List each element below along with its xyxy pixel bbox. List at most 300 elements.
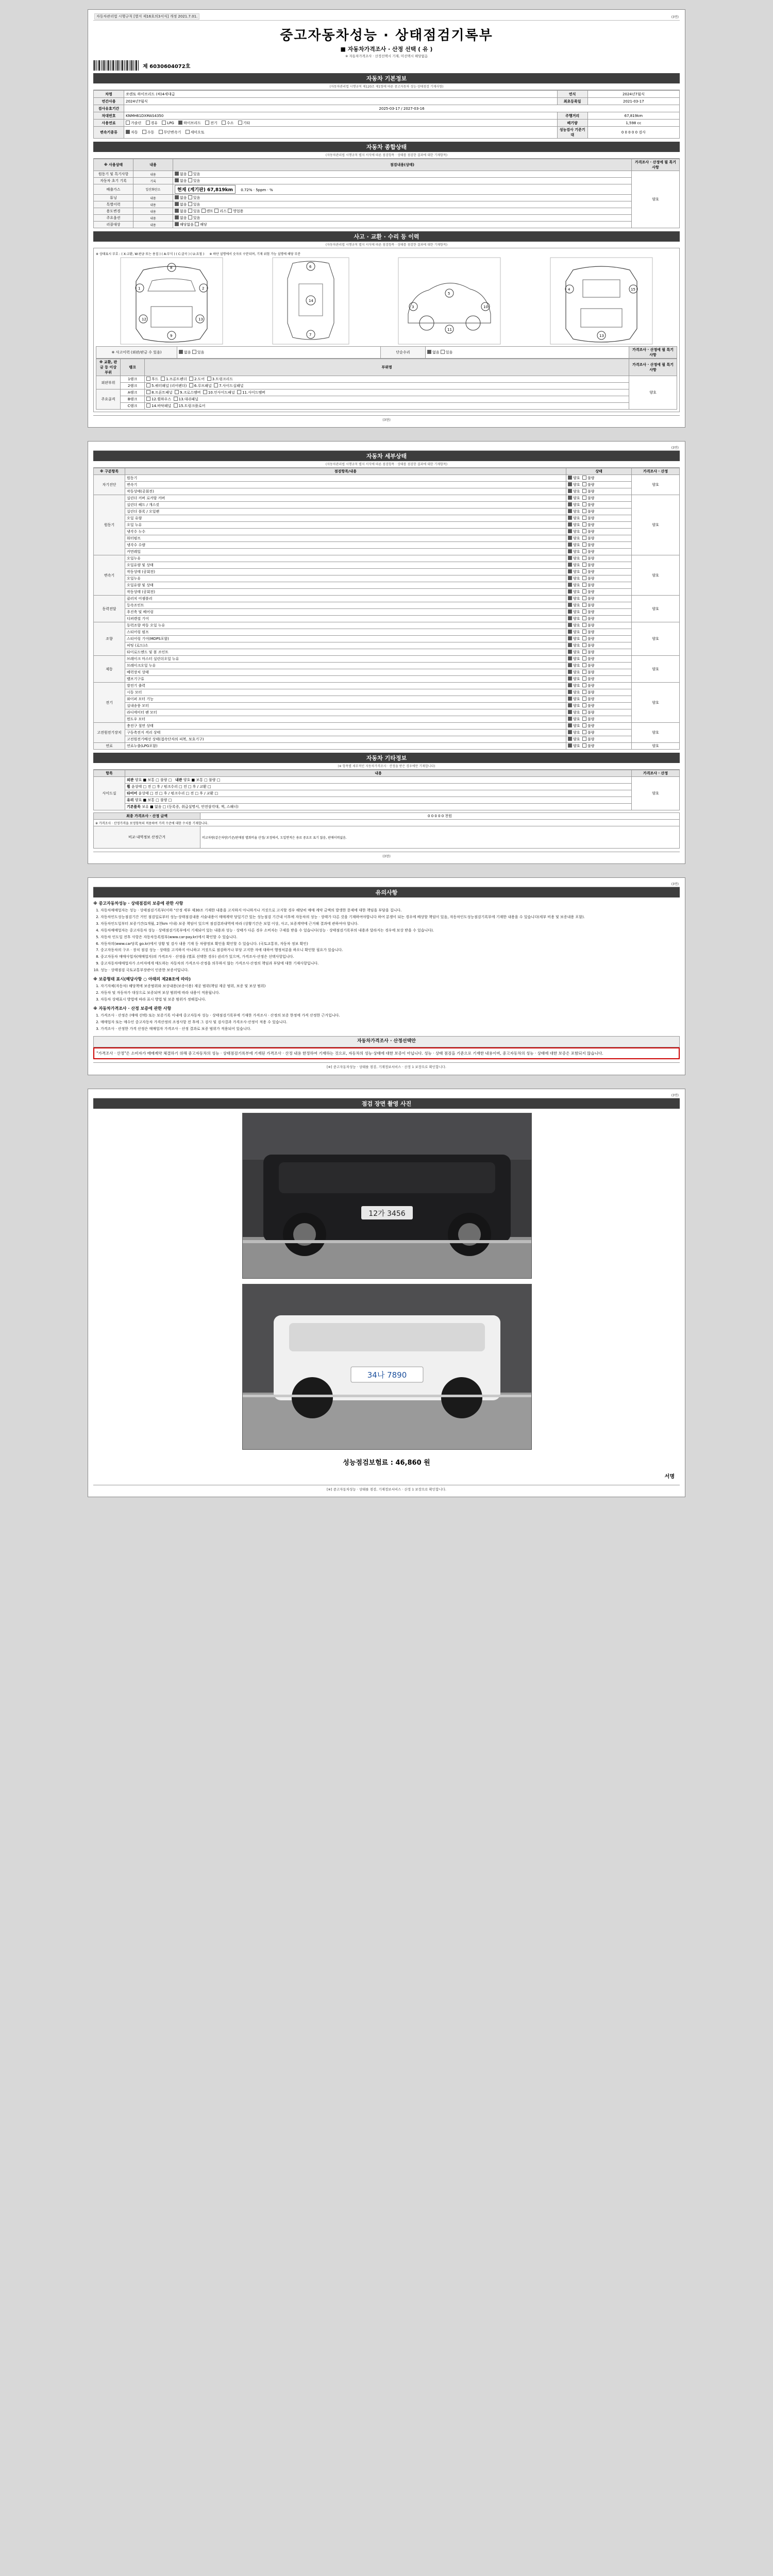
value-car-name: 쏘렌토 하이브리드 (싸)4세대급 [124,91,558,98]
detail-group-6: 전기 [94,683,125,723]
car-view-side-left [398,257,501,345]
fuel-option-etc[interactable]: 기타 [238,121,250,125]
photo-underbody-rear [242,1284,532,1450]
detail-row [94,582,680,589]
detail-item-label: 와이퍼 모터 기능 [125,696,566,703]
value-grade: 0 0 0 0 0 검사 [587,127,679,139]
overall-row-1-name: 자동차 초기 기록 [94,178,133,184]
others-head-2: 가격조사 · 산정 [632,770,680,777]
others-row-3-label: 유리 [127,798,134,802]
detail-item-state[interactable]: 양호 불량 [566,569,632,575]
svg-text:4: 4 [567,287,570,292]
detail-row [94,596,680,602]
detail-item-label: 타이로드엔드 및 볼 조인트 [125,649,566,656]
section-overall-note: (자동차관리법 시행규칙 별지 서식에 따른 점검항목 · 상태를 점검한 결과에 대한 기재항목) [93,152,680,159]
parts-head-0: ※ 교환, 판금 등 이상 부위 [96,359,121,376]
section-detail-note: (자동차관리법 시행규칙 별지 서식에 따른 점검항목 · 상태를 점검한 결과에 대한 기재항목) [93,461,680,468]
detail-item-label: 시동 모터 [125,689,566,696]
overall-row-2-sub: 일산화탄소 [133,184,173,195]
others-row-1-label: 휠 [127,785,130,789]
detail-item-label: 등속조인트 [125,602,566,609]
price-note: ※ 가격조사 · 산정가격을 보정항목의 적용하여 가격 수준에 대한 수치를 기재합니다. [94,820,680,826]
label-vin: 차대번호 [94,112,124,120]
car-view-rear [550,257,653,345]
accident-legend [96,251,677,256]
emission-values: 0.72% · 5ppm · % [241,188,273,192]
photo-item-1 [242,1113,531,1279]
label-car-name: 차명 [94,91,124,98]
detail-item-state[interactable]: 양호 불량 [566,622,632,629]
others-row-2-label: 타이어 [127,791,138,795]
detail-row [94,475,680,482]
detail-row [94,649,680,656]
detail-item-label: 오일유량 및 상태 [125,582,566,589]
detail-item-state[interactable]: 양호 불량 [566,616,632,622]
notice-item: 4. 자동차매매업자는 중고자동차 성능 · 상태점검기록부에서 기재되어 있는 내용과 성능 · 상태가 다른 경우 소비자는 구제를 받을 수 있습니다(성능 · 상태점검기록부의 내용과 달라지는 경우에 보상 받을 수 있습니다). [100,928,680,934]
parts-head-2: 부위명 [145,359,629,376]
detail-row [94,716,680,723]
fuel-option-lpg[interactable]: LPG [162,121,174,125]
label-fuel: 사용연료 [94,120,124,127]
detail-row [94,656,680,663]
fuel-options[interactable] [124,120,558,127]
overall-head-1: 내용 [133,159,173,171]
sheet-2-page: (3면) [671,446,679,450]
detail-group-remark: 양호 [632,622,680,656]
parts-items-1[interactable]: 5.쿼터패널 (리어펜더) 6.루프패널 7.사이드실패널 [145,383,629,389]
overall-row-6-sub: 내용 [133,215,173,222]
svg-text:11: 11 [447,328,452,332]
detail-row [94,709,680,716]
detail-item-label: 브레이크오일 누유 [125,663,566,669]
overall-row-2-state[interactable] [173,184,632,195]
detail-row [94,549,680,555]
accident-remark-value: 양호 [629,376,677,410]
overall-row-1-sub: 기록 [133,178,173,184]
overall-row-0-state[interactable]: 없음 있음 [173,171,632,178]
notice-body [93,901,680,1070]
barcode-area [93,60,680,71]
detail-row [94,589,680,596]
detail-item-label: 디퍼렌셜 기어 [125,616,566,622]
detail-head-0: ※ 구분항목 [94,468,125,475]
overall-head-0: ※ 사용상태 [94,159,133,171]
detail-item-state[interactable]: 양호 불량 [566,562,632,569]
detail-item-label: 오일누유 [125,575,566,582]
detail-item-state[interactable]: 양호 불량 [566,609,632,616]
price-basis-label: 비교·내역정보 산정근거 [94,826,200,849]
parts-rank-3: B랭크 [121,396,145,403]
simple-repair-state[interactable]: 없음 있음 [426,347,629,359]
detail-row [94,609,680,616]
basic-info-table [93,90,680,139]
detail-group-remark: 양호 [632,596,680,622]
overall-row-3-name: 튜닝 [94,195,133,201]
detail-item-state[interactable]: 양호 불량 [566,482,632,488]
form-legal-ref: 자동차관리법 시행규칙 [별지 제16호의3서식] 개정 2021.7.01. [94,13,199,20]
detail-item-state[interactable]: 양호 불량 [566,629,632,636]
sheet-1-footer: (3면) [93,415,680,422]
accident-diagram [93,248,680,412]
simple-repair-label: 단순수리 [381,347,426,359]
detail-item-state[interactable]: 양호 불량 [566,495,632,502]
overall-row-5-sub: 내용 [133,208,173,215]
detail-row [94,522,680,529]
notice-item: 3. 가격조사 · 산정한 가격 산정은 매매업자 가격조사 · 산정 결과로 보증 범위가 적용되어 있습니다. [100,1026,680,1032]
detail-item-label: 스티어링 펌프 [125,629,566,636]
detail-item-label: 오일유량 및 상태 [125,562,566,569]
detail-item-state[interactable]: 양호 불량 [566,723,632,730]
detail-item-state[interactable]: 양호 불량 [566,716,632,723]
value-year: 2024년7월식 [587,91,679,98]
sheet-4-page: (3면) [671,1093,679,1097]
notice-item: 10. 성능 · 상태점검 국토교통부장관이 인증한 보증서입니다. [100,968,680,973]
notice-head-1: ※ 중고자동차성능 · 상태점검의 보증에 관한 사항 [93,901,183,906]
parts-head-3: 가격조사 · 산정에 필 특기사항 [629,359,677,376]
others-row-0-label2: 내관 [175,778,182,782]
detail-item-label: 실린더 커버 로커암 커버 [125,495,566,502]
value-displacement: 1,598 cc [587,120,679,127]
parts-head-1: 랭크 [121,359,145,376]
trans-option-cvt[interactable]: 무단변속기 [159,130,181,134]
section-detail-title: 자동차 세부상태 [93,451,680,461]
detail-item-label: 충전구 절연 상태 [125,723,566,730]
detail-item-state[interactable]: 양호 불량 [566,669,632,676]
detail-item-label: 밸브기구류 [125,676,566,683]
overall-row-1-state[interactable]: 없음 있음 [173,178,632,184]
svg-text:13: 13 [599,334,604,338]
label-inspection: 검사유효기간 [94,105,124,112]
others-row-4[interactable] [125,804,632,810]
detail-item-state[interactable]: 양호 불량 [566,636,632,642]
detail-item-label: 브레이크 마스터 실린더오일 누유 [125,656,566,663]
svg-text:12가 3456: 12가 3456 [368,1209,406,1218]
detail-item-state[interactable]: 양호 불량 [566,535,632,542]
notice-head-3: ※ 자동차가격조사 · 산정 보증에 관한 사항 [93,1006,172,1011]
parts-rank-1: 2랭크 [121,383,145,389]
section-others-title: 자동차 기타정보 [93,753,680,763]
others-head-0: 항목 [94,770,125,777]
section-accident-note: (자동차관리법 시행규칙 별지 서식에 따른 점검항목 · 상태를 점검한 결과에 대한 기재항목) [93,242,680,248]
detail-item-state[interactable]: 양호 불량 [566,736,632,743]
detail-item-label: 냉각수 수량 [125,542,566,549]
detail-item-label: 실내송풍 모터 [125,703,566,709]
detail-row [94,555,680,562]
detail-item-label: 스티어링 기어(MDPS포함) [125,636,566,642]
section-overall-title: 자동차 종합상태 [93,142,680,152]
sheet-3-page: (3면) [671,883,679,886]
redbox-text: "가격조사 · 산정"은 소비자가 매매계약 체결하기 위해 중고자동차의 성능 · 상태점검기록부에 기재된 가격조사 · 산정 내용 한정하여 기재하는 것으로, 자동차의 성능·상태에 대한 보증이 아닙니다. 성능 · 상태 점검을 기준으로 기재한 내용이며, 중고자동차의 성능 · 상태에 대한 보증은 포함되지 않습니다. [93,1047,680,1059]
overall-row-4-state[interactable]: 없음 있음 [173,201,632,208]
signature-row[interactable] [93,1470,680,1482]
detail-item-label: 오일누유 [125,555,566,562]
svg-text:9: 9 [170,334,173,338]
detail-group-8: 연료 [94,743,125,750]
photo-underbody-front [242,1113,532,1279]
detail-item-state[interactable]: 양호 불량 [566,596,632,602]
price-basis-value: 비교차량(같은차량)기준/판매점 별회비율 산정/ 보정에서, 도입면적은 용료 중요로 표기 않음, 판매이력없음. [200,826,680,849]
notice-item: 1. 자동차매매업자는 성능 · 상태점검기록부(이하 "산정 세부 제30조 기재한 내용을 고지하지 아니하거나 거짓으로 고지할 경우 해당히 매매 계약 금액의 발생한 문제에 대한 책임을 부담을 집니다. [100,908,680,913]
detail-item-label: 작동상태 (공회전) [125,589,566,596]
svg-text:34나 7890: 34나 7890 [367,1370,407,1380]
value-inspection: 2025-03-17 / 2027-03-16 [124,105,680,112]
detail-item-label: 워터펌프 [125,535,566,542]
detail-row [94,696,680,703]
accident-history-label: ※ 사고이력 (외판/판금 수 있음) [96,347,177,359]
parts-items-2[interactable]: 8.프론트패널 9.크로스멤버 10.인사이드패널 11.사이드멤버 [145,389,629,396]
detail-item-state[interactable]: 양호 불량 [566,676,632,683]
detail-row [94,529,680,535]
detail-row [94,723,680,730]
detail-item-state[interactable]: 양호 불량 [566,582,632,589]
parts-items-0[interactable]: 후드 1.프론트펜더 2.도어 3.트렁크리드 [145,376,629,383]
others-head-1: 내용 [125,770,632,777]
detail-head-2: 상태 [566,468,632,475]
detail-item-label: 구동축전지 격리 상태 [125,730,566,736]
others-row-2[interactable] [125,790,632,797]
detail-item-state[interactable]: 양호 불량 [566,555,632,562]
detail-group-0: 자기진단 [94,475,125,495]
overall-row-6-state[interactable]: 없음 있음 [173,215,632,222]
value-reg-date: 2021-03-17 [587,98,679,105]
value-vin: KNMH61DXMAS4350 [124,112,558,120]
overall-row-5-state[interactable]: 없음 있음 렌트 리스 영업용 [173,208,632,215]
detail-item-state[interactable]: 양호 불량 [566,529,632,535]
detail-row [94,575,680,582]
others-row-4-label: 기본품목 [127,805,141,809]
notice-item: 1. 자기자체(자동차) 해당책에 보증범위와 보상내용(보증이용) 제공 범위(책임 제공 범위, 보증 및 보상 범위) [100,984,680,989]
sheet-4-footer: [※] 중고자동차성능 · 상태를 점검, 기재정보서비스 · 산정 1 보장으로 확인합니다. [93,1485,680,1492]
detail-item-label: 커먼레일 [125,549,566,555]
detail-item-state[interactable]: 양호 불량 [566,683,632,689]
detail-row [94,703,680,709]
label-reg-date: 최초등록일 [557,98,587,105]
detail-item-state[interactable]: 양호 불량 [566,656,632,663]
fuel-option-electric[interactable]: 전기 [205,121,217,125]
notice-item: 3. 자동차인도일부터 보증기간(1개월, 2천km 이내) 보증 책임이 있으며 점검결과내역에 따라 (상황기간은 보험 이상, 사고, 보증계약에 근거해 결과에 관하여야 합니다. [100,921,680,927]
others-row-0-value2: 양호 ■ 보통 □ 불량 □ [183,778,221,782]
svg-text:7: 7 [309,333,312,337]
svg-text:13: 13 [198,317,204,321]
notice-footer: [※] 중고자동차성능 · 상태를 점검, 기재정보서비스 · 산정 1 보장으로 확인합니다. [93,1062,680,1070]
fuel-option-diesel[interactable]: 경유 [146,121,158,125]
redbox-title: 자동차가격조사 · 산정선택안 [93,1036,680,1047]
page-title: 중고자동차성능 · 상태점검기록부 [280,28,493,43]
detail-item-state[interactable]: 양호 불량 [566,696,632,703]
detail-group-remark: 양호 [632,723,680,743]
notice-item: 6. 자동차의(www.car당록 go.kr)에서 상황 및 검사 내용 기재 등 차량정보 확인을 확인할 수 있습니다. (국토교통부, 자동차 정보 확인) [100,941,680,947]
sheet-4-topbar [93,1092,680,1098]
overall-row-0-name: 원동기 및 특기사항 [94,171,133,178]
detail-row [94,616,680,622]
overall-row-3-state[interactable]: 없음 있음 [173,195,632,201]
detail-group-remark: 양호 [632,475,680,495]
fuel-option-hydrogen[interactable]: 수소 [222,121,234,125]
detail-item-state[interactable]: 양호 불량 [566,509,632,515]
detail-item-label: 베력장치 상태 [125,669,566,676]
detail-row [94,629,680,636]
others-row-4-value: 보유 ■ 없음 □ (등록증, 취급설명서, 안전삼각대, 잭, 스패너) [142,805,239,809]
detail-item-state[interactable]: 양호 불량 [566,743,632,750]
sheet-1-topbar [93,13,680,21]
detail-row [94,663,680,669]
detail-row [94,743,680,750]
detail-row [94,636,680,642]
parts-rank-4: C랭크 [121,403,145,410]
detail-row [94,482,680,488]
label-year: 연식 [557,91,587,98]
detail-item-state[interactable]: 양호 불량 [566,703,632,709]
overall-head-2: 점검내용(상태) [173,159,632,171]
page-subnote: ※ 자동차가격조사 · 산정선택시 기재, 미선택시 해당없음 [345,54,428,58]
notice-item: 1. 가격조사 · 산정은 (매매 선택) 또는 보증기록 이내에 중고자동차 성능 · 상태점검기록부에 기재한 가격조사 · 산정의 보증 한정에 가격 산정한 근거입니다. [100,1013,680,1019]
detail-group-remark: 양호 [632,683,680,723]
others-row-0[interactable] [125,777,632,784]
transmission-options[interactable] [124,127,558,139]
detail-item-state[interactable]: 양호 불량 [566,649,632,656]
parts-items-3[interactable]: 12.휠하우스 13.대쉬패널 [145,396,629,403]
legend-line-0: ※ 상태표시 부호 : ( X:교환, W:판금 또는 용접 ) ( A:부식 ) ( C:굴곡 ) ( U:요철 ) [96,252,205,256]
accident-history-table [96,346,677,359]
overall-row-7-sub: 내용 [133,222,173,228]
notice-list-1 [100,908,680,973]
accident-history-state[interactable]: 없음 있음 [177,347,381,359]
fuel-option-hybrid[interactable]: 하이브리드 [178,121,201,125]
notice-item: 9. 중고자동차매매업자가 소비자에게 매도하는 자동차의 가격조사·산정을 의무하지 않는 가격조사·산정의 책임과 부담에 대한 기재사항입니다. [100,961,680,967]
detail-row [94,689,680,696]
sheet-2-footer: (3면) [93,852,680,858]
svg-text:1: 1 [138,286,141,291]
trans-option-semi[interactable]: 세미오토 [186,130,205,134]
others-side-label: 사이드실 [94,777,125,810]
detail-head-3: 가격조사 · 산정 [632,468,680,475]
notice-item: 2. 자동차 및 자동차가 대상으로 보증되며 보상 범위에 따라 내용이 적용됩니다. [100,990,680,996]
section-photos-title: 점검 장면 촬영 사진 [93,1098,680,1109]
detail-item-state[interactable]: 양호 불량 [566,709,632,716]
notice-list-2 [100,984,680,1003]
photo-list [93,1109,680,1454]
detail-row [94,502,680,509]
others-row-3[interactable] [125,797,632,804]
section-notice-title: 유의사항 [93,887,680,897]
section-others-note: (※ 항목별 세부적인 자동차가격조사 · 산정을 받은 경우에만 기재합니다) [93,763,680,770]
overall-head-3: 가격조사 · 산정에 필 특기사항 [632,159,680,171]
detail-item-label: 추진축 및 베어링 [125,609,566,616]
sheet-2-topbar [93,445,680,451]
notice-item: 5. 자동차 인도일 전후 사항은 자동차등록원부(www.car-pay.kr)에서 확인할 수 있습니다. [100,935,680,940]
overall-table [93,159,680,228]
price-value: 0 0 0 0 0 천원 [200,813,680,820]
detail-row [94,515,680,522]
detail-item-state[interactable]: 양호 불량 [566,475,632,482]
section-accident-title: 사고 · 교환 · 수리 등 이력 [93,231,680,242]
detail-item-state[interactable]: 양호 불량 [566,515,632,522]
fuel-option-gasoline[interactable]: 가솔린 [126,121,141,125]
detail-item-state[interactable]: 양호 불량 [566,522,632,529]
detail-item-label: 오일 유량 [125,515,566,522]
detail-item-label: 발전기 출력 [125,683,566,689]
parts-items-4[interactable]: 14.바닥패널 15.트렁크플로어 [145,403,629,410]
detail-row [94,602,680,609]
overall-remark: 양호 [632,171,680,228]
detail-item-state[interactable]: 양호 불량 [566,689,632,696]
svg-text:12: 12 [142,317,147,321]
detail-item-state[interactable]: 양호 불량 [566,542,632,549]
detail-item-state[interactable]: 양호 불량 [566,589,632,596]
overall-row-3-sub: 내용 [133,195,173,201]
detail-item-state[interactable]: 양호 불량 [566,488,632,495]
notice-item: 2. 자동차인도성능점검기간 거인 점검일로부터 성능·상태점검내용 서술내용이 매매계약 당일기간 있는 성능점검 기간내 이후에 자동차의 성능 · 상태가 다른 것을 기재하여야합니다 하여 분쟁이 되는 경우에 배상할 책임이 있음, 자동차인도성능점검기록부에 기재한 내용을 수 있습니다(세부 비용 및 보증내용 포함). [100,914,680,920]
detail-item-label: 변속기 [125,482,566,488]
sheet-3-topbar [93,881,680,887]
detail-row [94,495,680,502]
detail-item-label: 오일 누유 [125,522,566,529]
insurance-price: 성능점검보험료 : 46,860 원 [343,1459,430,1467]
detail-head-1: 점검항목/내용 [125,468,566,475]
detail-item-state[interactable]: 양호 불량 [566,575,632,582]
detail-item-state[interactable]: 양호 불량 [566,602,632,609]
trans-option-auto[interactable]: 자동 [126,130,138,134]
overall-row-7-name: 리콜대상 [94,222,133,228]
barcode-icon [93,60,140,71]
overall-row-7-state[interactable]: 해당없음 해당 [173,222,632,228]
others-row-0-label: 외관 [127,778,134,782]
detail-item-state[interactable]: 양호 불량 [566,642,632,649]
overall-row-4-sub: 내용 [133,201,173,208]
detail-item-label: 원동기 [125,475,566,482]
notice-item: 2. 매매업자 또는 매수인 중고자동차 가격산정의 조정사항 전 후에 그 검사 및 검사결과 가격조사·산정이 적용 수 있습니다. [100,1020,680,1025]
detail-row [94,642,680,649]
photo-item-2 [242,1284,531,1450]
sheet-1 [88,9,685,428]
detail-group-5: 제동 [94,656,125,683]
svg-text:14: 14 [308,299,313,303]
detail-item-label: 라디에이터 팬 모터 [125,709,566,716]
detail-group-4: 조향 [94,622,125,656]
overall-row-5-name: 용도변경 [94,208,133,215]
detail-item-label: 동력조향 작동 오일 누유 [125,622,566,629]
detail-item-state[interactable]: 양호 불량 [566,663,632,669]
detail-row [94,683,680,689]
others-row-2-value: 윤상태 □ 전 □ 후 / 펑크수리 □ 전 □ 후 / 교환 □ [138,791,219,795]
detail-row [94,569,680,575]
accident-remark-head: 가격조사 · 산정에 필 특기사항 [629,347,677,359]
value-mileage: 67,819km [587,112,679,120]
page-number: (3면) [671,15,679,19]
detail-item-state[interactable]: 양호 불량 [566,549,632,555]
detail-row [94,488,680,495]
parts-rank-0: 1랭크 [121,376,145,383]
detail-item-label: 클러치 어셈블리 [125,596,566,602]
overall-row-2-name: 배출가스 [94,184,133,195]
others-row-1[interactable] [125,784,632,790]
detail-group-remark: 양호 [632,555,680,596]
record-number: 제 6030604072호 [143,63,191,70]
overall-row-4-name: 특별이력 [94,201,133,208]
detail-item-label: 실린더 헤드 / 개스킷 [125,502,566,509]
svg-text:8: 8 [170,266,173,270]
trans-option-manual[interactable]: 수동 [142,130,155,134]
detail-item-state[interactable]: 양호 불량 [566,730,632,736]
car-diagram-row [96,257,677,345]
detail-item-state[interactable]: 양호 불량 [566,502,632,509]
detail-group-remark: 양호 [632,495,680,555]
detail-row [94,676,680,683]
others-row-1-value: 윤상태 □ 전 □ 후 / 펑크수리 □ 전 □ 후 / 교환 □ [131,785,211,789]
svg-text:5: 5 [448,292,450,296]
parts-group-0: 외판부위 [96,376,121,389]
value-model-year: 2024년7월식 [124,98,558,105]
